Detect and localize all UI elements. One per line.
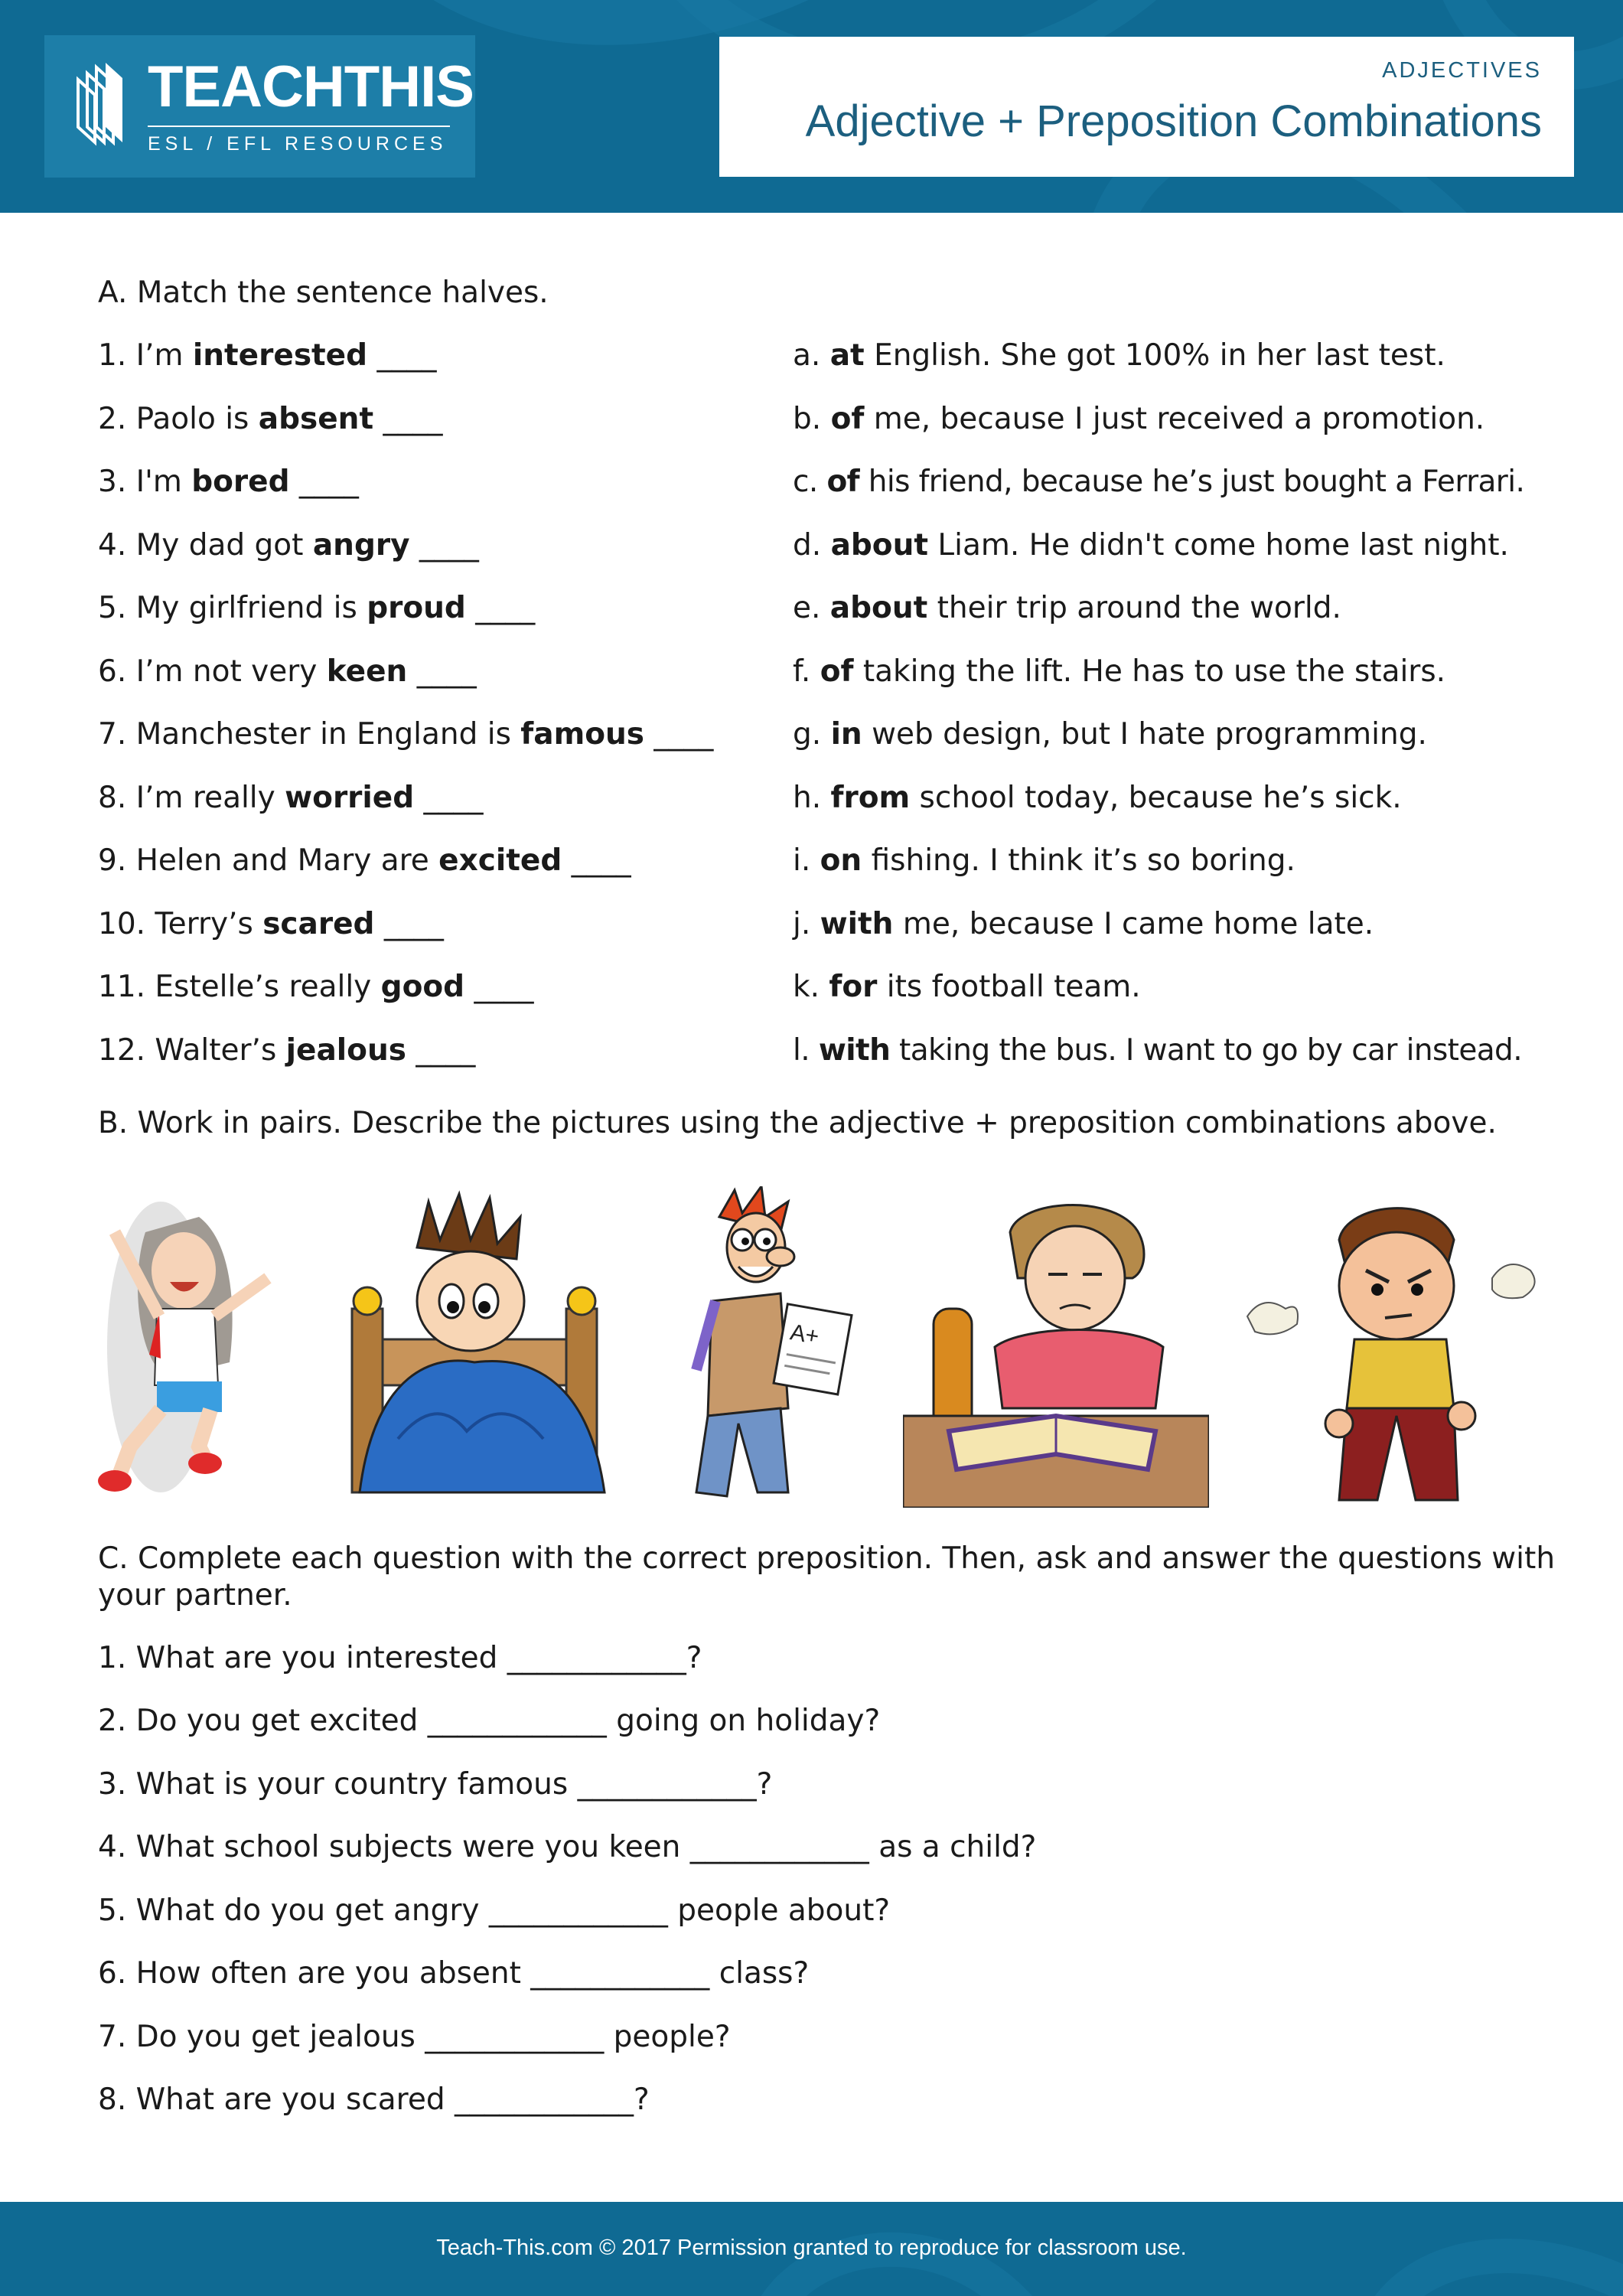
- proud-man-with-test-illustration: [666, 1186, 865, 1508]
- sentence-end-h: h. from school today, because he’s sick.: [793, 781, 1402, 815]
- page-footer: [0, 2202, 1623, 2296]
- section-c-instruction-line-2: your partner.: [98, 1578, 292, 1613]
- section-a-instruction: A. Match the sentence halves.: [98, 276, 549, 310]
- copyright-notice: Teach-This.com © 2017 Permission granted to reproduce for classroom use.: [436, 2236, 1187, 2260]
- brand-tagline: ESL / EFL RESOURCES: [148, 133, 448, 155]
- bored-boy-reading-illustration: [903, 1186, 1209, 1508]
- sentence-end-k: k. for its football team.: [793, 970, 1141, 1004]
- worksheet-title: Adjective + Preposition Combinations: [805, 96, 1542, 146]
- sentence-end-j: j. with me, because I came home late.: [793, 907, 1374, 941]
- sentence-end-a: a. at English. She got 100% in her last test.: [793, 338, 1445, 373]
- book-logo-icon: [75, 57, 136, 148]
- sentence-end-f: f. of taking the lift. He has to use the stairs.: [793, 654, 1446, 689]
- question-8: 8. What are you scared ____________?: [98, 2082, 650, 2117]
- sentence-end-c: c. of his friend, because he’s just bought a Ferrari.: [793, 465, 1525, 499]
- sentence-start-1: 1. I’m interested ____: [98, 338, 437, 373]
- question-3: 3. What is your country famous ____________?: [98, 1767, 773, 1802]
- sentence-start-4: 4. My dad got angry ____: [98, 528, 479, 563]
- question-1: 1. What are you interested ____________?: [98, 1641, 702, 1675]
- logo-divider: [148, 126, 450, 127]
- excited-girl-illustration: [84, 1186, 298, 1508]
- sentence-start-7: 7. Manchester in England is famous ____: [98, 717, 714, 752]
- sentence-start-9: 9. Helen and Mary are excited ____: [98, 843, 631, 878]
- question-4: 4. What school subjects were you keen ____________ as a child?: [98, 1830, 1037, 1864]
- section-b-instruction: B. Work in pairs. Describe the pictures using the adjective + preposition combinations above.: [98, 1106, 1497, 1140]
- section-c-instruction-line-1: C. Complete each question with the correct preposition. Then, ask and answer the questions with: [98, 1541, 1556, 1576]
- sentence-start-2: 2. Paolo is absent ____: [98, 402, 443, 436]
- sentence-end-b: b. of me, because I just received a promotion.: [793, 402, 1485, 436]
- question-5: 5. What do you get angry ____________ people about?: [98, 1893, 891, 1928]
- worksheet-category: ADJECTIVES: [1382, 58, 1542, 83]
- sentence-start-6: 6. I’m not very keen ____: [98, 654, 477, 689]
- question-2: 2. Do you get excited ____________ going on holiday?: [98, 1704, 881, 1738]
- sentence-start-5: 5. My girlfriend is proud ____: [98, 591, 536, 625]
- teachthis-logo[interactable]: [44, 35, 475, 178]
- sentence-end-i: i. on fishing. I think it’s so boring.: [793, 843, 1295, 878]
- sentence-end-e: e. about their trip around the world.: [793, 591, 1341, 625]
- angry-boy-illustration: [1240, 1186, 1538, 1508]
- title-panel: [719, 37, 1574, 177]
- a-plus-test-paper: [774, 1304, 852, 1394]
- sentence-end-g: g. in web design, but I hate programming.: [793, 717, 1427, 752]
- sentence-start-8: 8. I’m really worried ____: [98, 781, 484, 815]
- sentence-start-11: 11. Estelle’s really good ____: [98, 970, 534, 1004]
- question-7: 7. Do you get jealous ____________ people?: [98, 2020, 731, 2054]
- question-6: 6. How often are you absent ____________ class?: [98, 1956, 810, 1991]
- sentence-end-l: l. with taking the bus. I want to go by car instead.: [793, 1033, 1522, 1068]
- a-plus-grade: A+: [788, 1319, 821, 1350]
- sentence-start-10: 10. Terry’s scared ____: [98, 907, 444, 941]
- picture-strip: [84, 1186, 1538, 1508]
- sentence-start-3: 3. I'm bored ____: [98, 465, 359, 499]
- brand-name: TEACHTHIS: [148, 54, 474, 119]
- page-header: [0, 0, 1623, 213]
- sentence-start-12: 12. Walter’s jealous ____: [98, 1033, 476, 1068]
- scared-boy-in-bed-illustration: [344, 1186, 620, 1508]
- sentence-end-d: d. about Liam. He didn't come home last night.: [793, 528, 1509, 563]
